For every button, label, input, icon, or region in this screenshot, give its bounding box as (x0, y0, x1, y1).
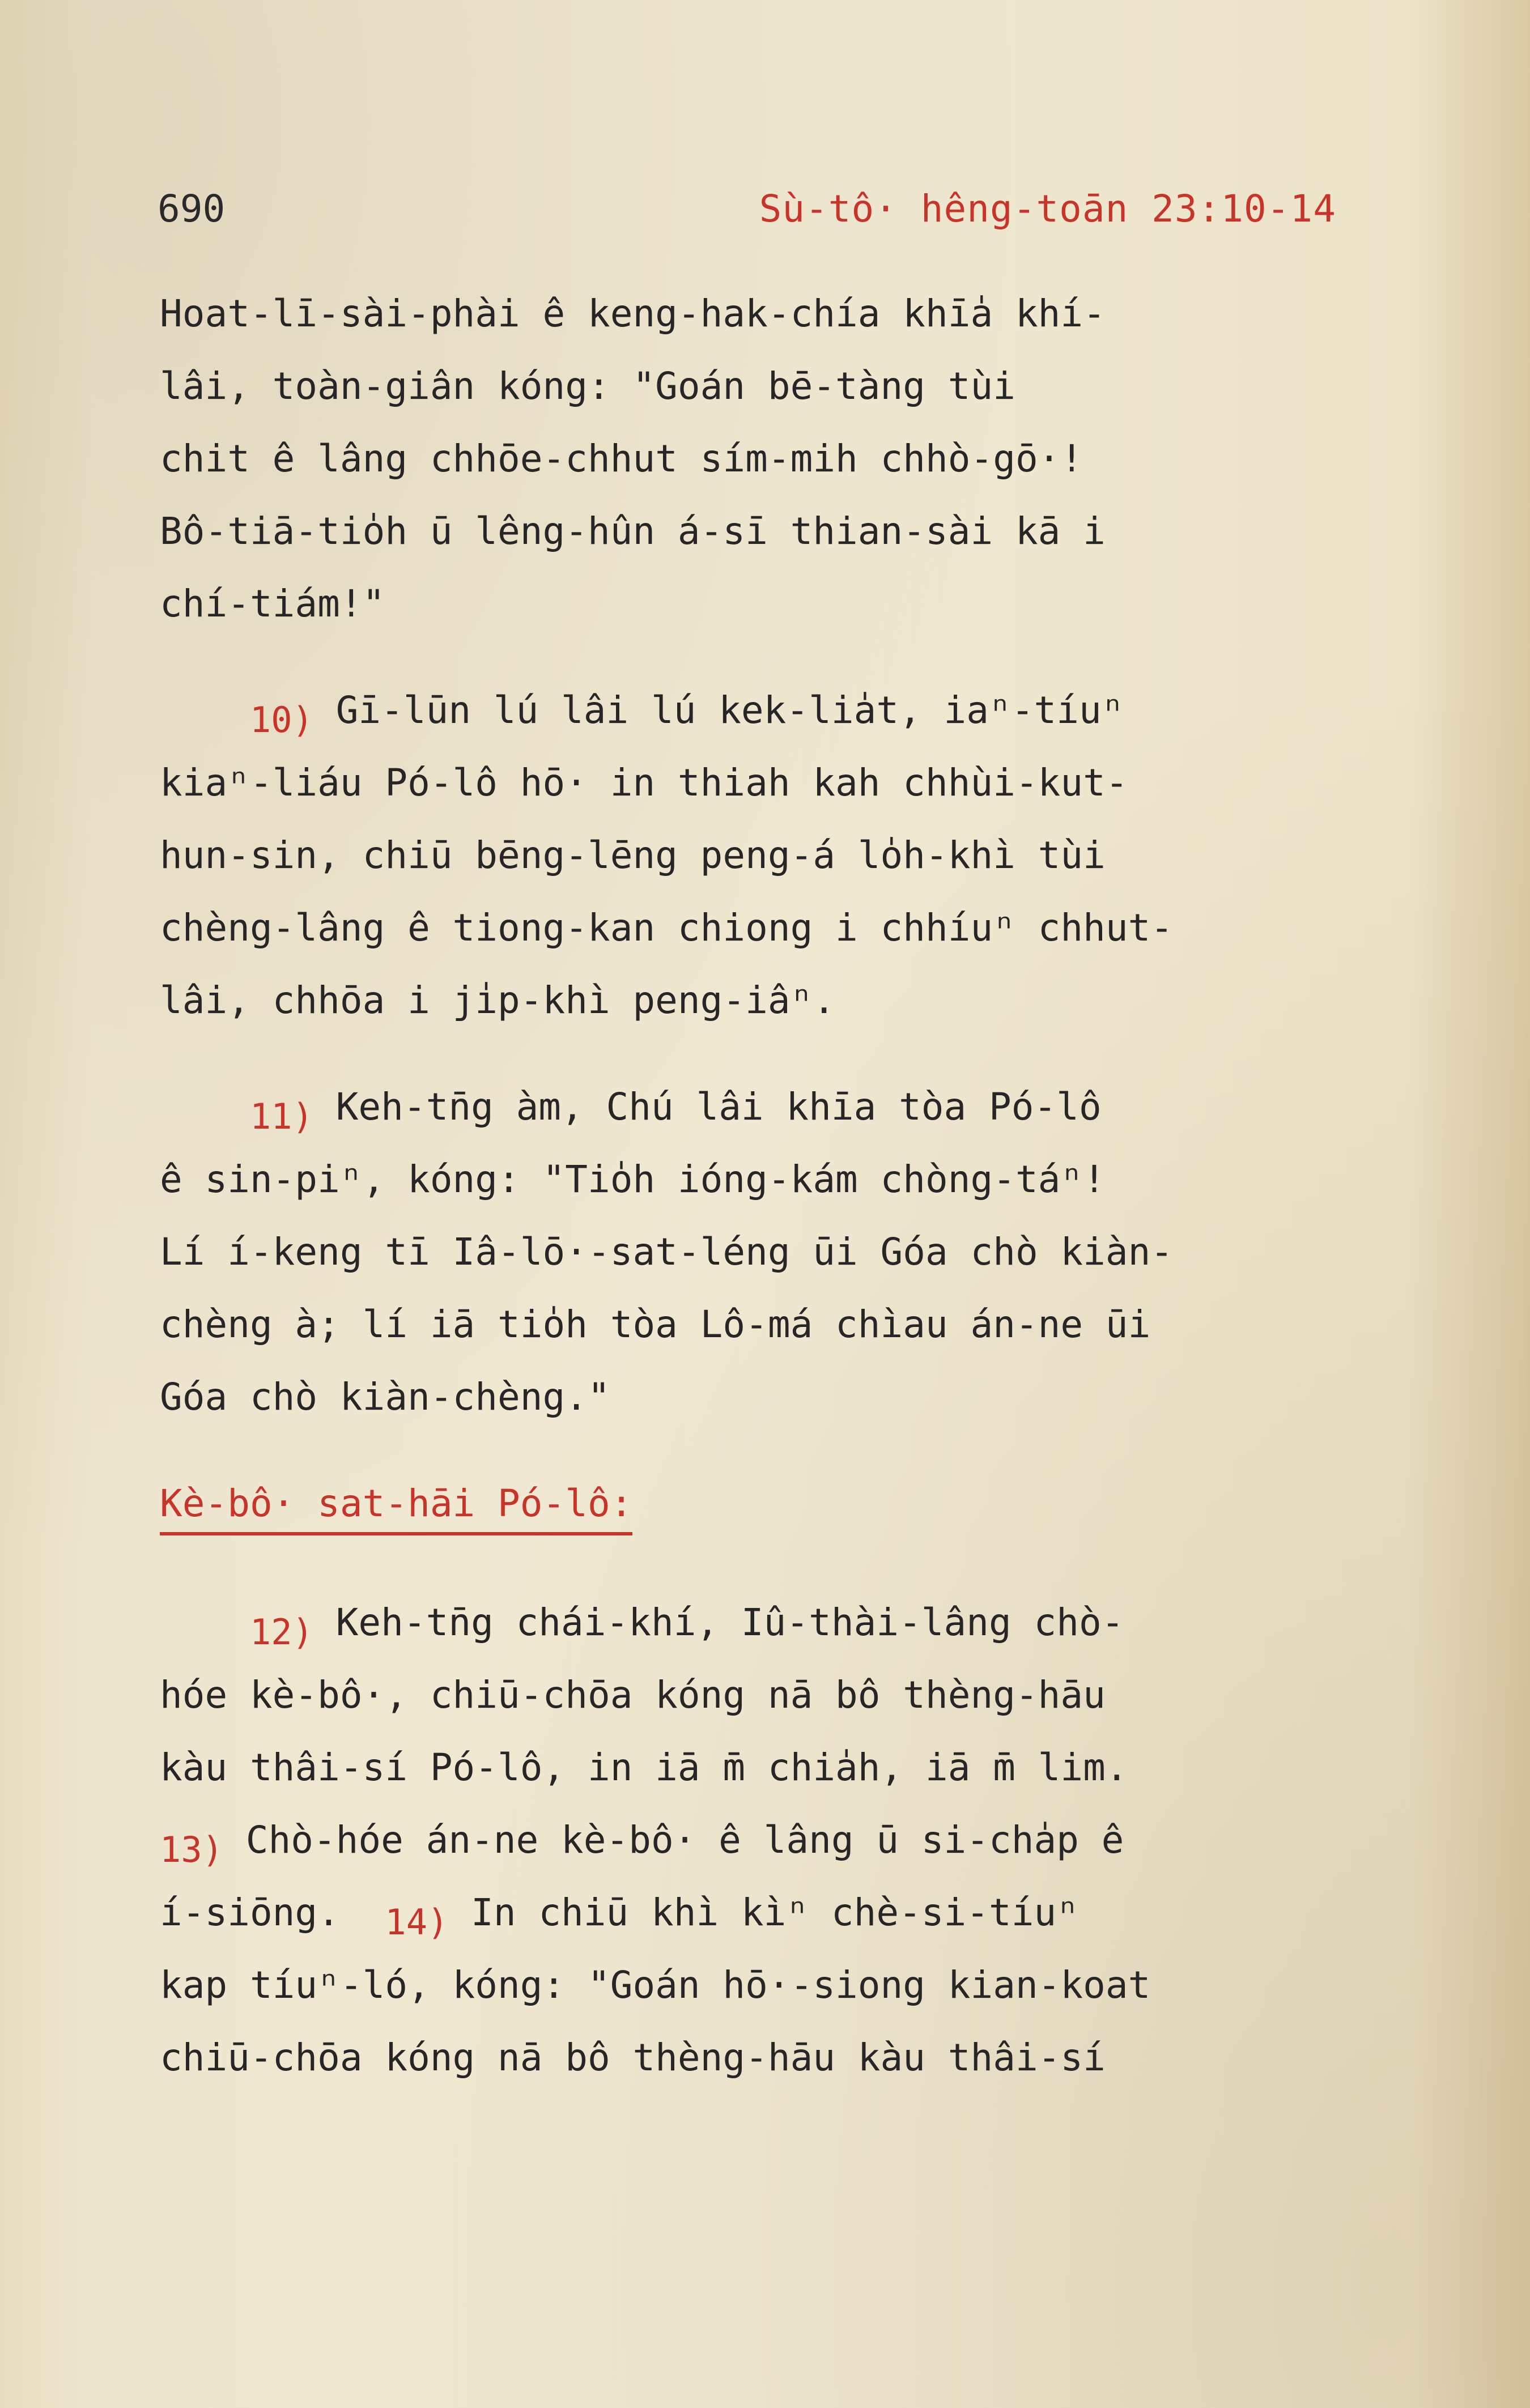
text-line: chit ê lâng chhōe-chhut sím-mih chhò-gō·! (160, 437, 1083, 480)
paragraph-gap (160, 640, 1452, 674)
text-line: Hoat-lī-sài-phài ê keng-hak-chía khī̍a khí- (160, 292, 1106, 335)
text-line: kap tíuⁿ-ló, kóng: "Goán hō·-siong kian-koat (160, 1963, 1151, 2007)
paragraph-gap (160, 1552, 1452, 1586)
verse-text: í-siōng. (160, 1891, 340, 1934)
text-line: Bô-tiā-tio̍h ū lêng-hûn á-sī thian-sài kā i (160, 509, 1106, 553)
page-body (160, 278, 1452, 2094)
verse-line (160, 1586, 1452, 1659)
section-heading-line (160, 1467, 1452, 1552)
text-line: chiū-chōa kóng nā bô thèng-hāu kàu thâi-sí (160, 2036, 1106, 2079)
verse-line (160, 1804, 1452, 1877)
verse-text: Keh-tn̄g àm, Chú lâi khīa tòa Pó-lô (335, 1085, 1102, 1129)
verse-text: Keh-tn̄g chái-khí, Iû-thài-lâng chò- (335, 1601, 1124, 1644)
text-line: Góa chò kiàn-chèng." (160, 1375, 610, 1419)
verse-number-11: 11) (249, 1096, 313, 1137)
text-line: ê sin-piⁿ, kóng: "Tio̍h ióng-kám chòng-táⁿ! (160, 1158, 1106, 1201)
verse-line (160, 674, 1452, 747)
text-line: chèng à; lí iā tio̍h tòa Lô-má chìau án-ne ūi (160, 1303, 1151, 1346)
text-line: hóe kè-bô·, chiū-chōa kóng nā bô thèng-hāu (160, 1673, 1106, 1717)
verse-number-12: 12) (249, 1611, 313, 1653)
text-line: kàu thâi-sí Pó-lô, in iā m̄ chia̍h, iā m̄ lim. (160, 1746, 1128, 1789)
verse-text: In chiū khì kìⁿ chè-si-tíuⁿ (471, 1891, 1079, 1934)
verse-line (160, 1071, 1452, 1143)
verse-line (160, 1877, 1452, 1949)
text-line: chí-tiám!" (160, 582, 385, 626)
text-line: chèng-lâng ê tiong-kan chiong i chhíuⁿ chhut- (160, 906, 1174, 950)
verse-number-14: 14) (385, 1901, 449, 1943)
text-line: lâi, toàn-giân kóng: "Goán bē-tàng tùi (160, 364, 1015, 408)
text-line: lâi, chhōa i ji̍p-khì peng-iâⁿ. (160, 978, 836, 1022)
text-line: hun-sin, chiū bēng-lēng peng-á lo̍h-khì tùi (160, 833, 1106, 877)
section-heading: Kè-bô· sat-hāi Pó-lô: (160, 1477, 632, 1535)
verse-text: Chò-hóe án-ne kè-bô· ê lâng ū si-cha̍p ê (245, 1818, 1124, 1862)
text-line: Lí í-keng tī Iâ-lō·-sat-léng ūi Góa chò kiàn- (160, 1230, 1174, 1274)
verse-number-13: 13) (160, 1829, 223, 1870)
paragraph-gap (160, 1433, 1452, 1467)
verse-text: Gī-lūn lú lâi lú kek-lia̍t, iaⁿ-tíuⁿ (335, 688, 1124, 732)
text-line: kiaⁿ-liáu Pó-lô hō· in thiah kah chhùi-kut- (160, 761, 1128, 805)
paragraph-gap (160, 1037, 1452, 1071)
page-number: 690 (158, 187, 226, 231)
page-header (158, 187, 1336, 244)
verse-number-10: 10) (249, 699, 313, 741)
running-head: Sù-tô· hêng-toān 23:10-14 (759, 187, 1336, 231)
